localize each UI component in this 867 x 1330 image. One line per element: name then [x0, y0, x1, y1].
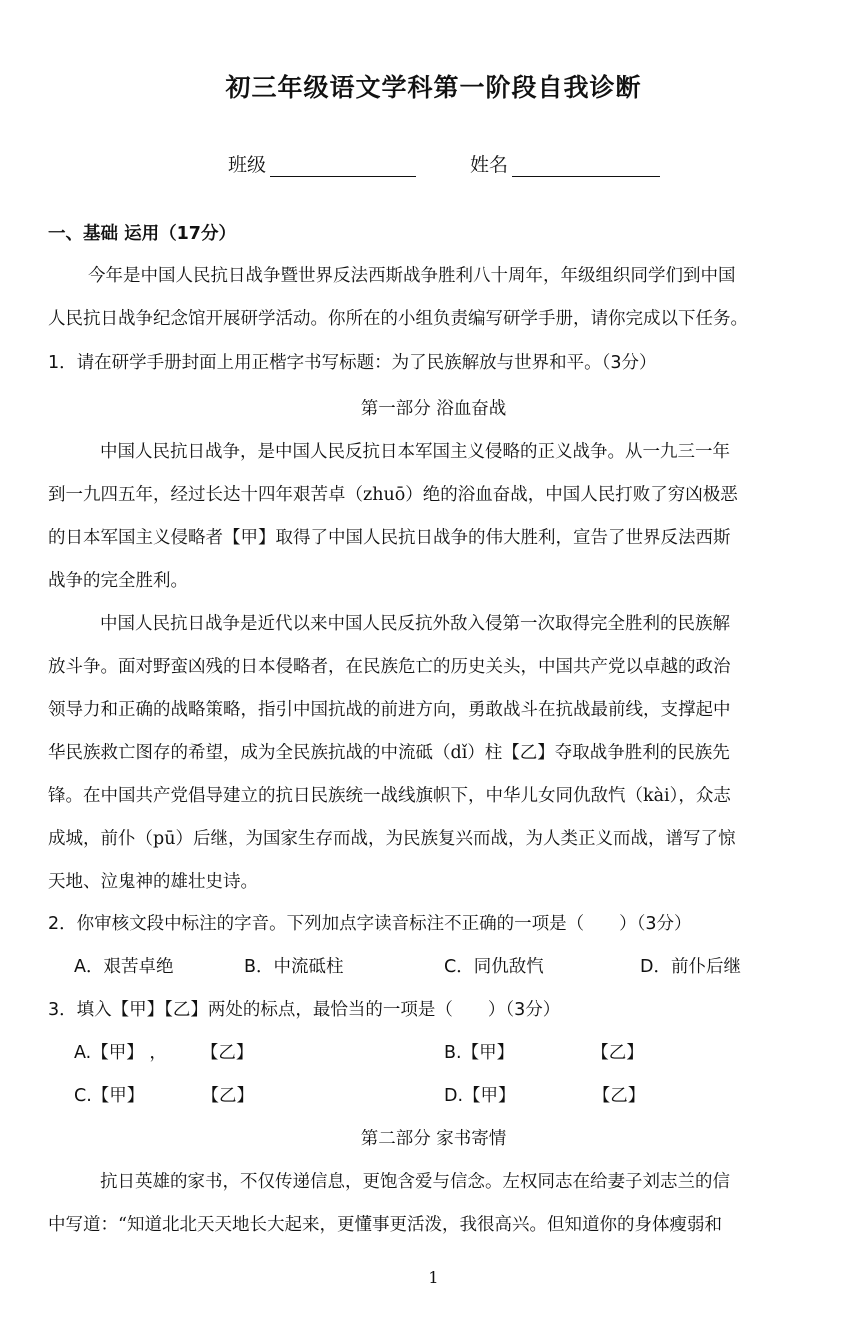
- name-field: [470, 150, 660, 177]
- passage-line: 到一九四五年，经过长达十四年艰苦卓（zhuō）绝的浴血奋战，中国人民打败了穷凶极恶: [48, 485, 738, 505]
- option-label: C.【甲】: [74, 1086, 145, 1106]
- q3-option-a[interactable]: [74, 1039, 253, 1064]
- passage-line: 中写道：“知道北北天天地长大起来，更懂事更活泼，我很高兴。但知道你的身体瘦弱和: [48, 1215, 722, 1235]
- passage-line: 抗日英雄的家书，不仅传递信息，更饱含爱与信念。左权同志在给妻子刘志兰的信: [100, 1172, 730, 1192]
- passage-line: 成城，前仆（pū）后继，为国家生存而战，为民族复兴而战，为人类正义而战，谱写了惊: [48, 829, 736, 849]
- passage-line: 领导力和正确的战略策略，指引中国抗战的前进方向，勇敢战斗在抗战最前线，支撑起中: [48, 700, 731, 720]
- q2-option-a[interactable]: A．艰苦卓绝: [74, 957, 174, 977]
- passage-line: 中国人民抗日战争，是中国人民反抗日本军国主义侵略的正义战争。从一九三一年: [100, 442, 730, 462]
- passage-line: 的日本军国主义侵略者【甲】取得了中国人民抗日战争的伟大胜利，宣告了世界反法西斯: [48, 528, 731, 548]
- mark-1: ，: [149, 1043, 167, 1063]
- option-label: D.【甲】: [444, 1086, 516, 1106]
- passage-line: 放斗争。面对野蛮凶残的日本侵略者，在民族危亡的历史关头，中国共产党以卓越的政治: [48, 657, 731, 677]
- page-number: 1: [428, 1268, 439, 1287]
- option-b-label: 【乙】: [592, 1086, 646, 1106]
- intro-line: 今年是中国人民抗日战争暨世界反法西斯战争胜利八十周年，年级组织同学们到中国: [88, 266, 736, 286]
- q2-option-d[interactable]: D．前仆后继: [640, 957, 741, 977]
- passage-line: 中国人民抗日战争是近代以来中国人民反抗外敌入侵第一次取得完全胜利的民族解: [100, 614, 730, 634]
- q3-option-c[interactable]: [74, 1082, 254, 1107]
- passage-line: 锋。在中国共产党倡导建立的抗日民族统一战线旗帜下，中华儿女同仇敌忾（kài），众志: [48, 786, 731, 806]
- part2-heading: 第二部分 家书寄情: [360, 1129, 507, 1149]
- q3-option-b[interactable]: [444, 1039, 644, 1064]
- name-label: 姓名: [470, 154, 509, 176]
- part1-heading: 第一部分 浴血奋战: [360, 399, 507, 419]
- class-label: 班级: [228, 154, 267, 176]
- option-b-label: 【乙】: [201, 1086, 254, 1106]
- intro-line: 人民抗日战争纪念馆开展研学活动。你所在的小组负责编写研学手册，请你完成以下任务。: [48, 309, 748, 329]
- option-label: B.【甲】: [444, 1043, 515, 1063]
- question-2: 2．你审核文段中标注的字音。下列加点字读音标注不正确的一项是（ ）（3分）: [48, 914, 692, 934]
- section1-heading: 一、基础 运用（17分）: [48, 224, 236, 244]
- passage-line: 天地、泣鬼神的雄壮史诗。: [48, 872, 258, 892]
- question-1: 1．请在研学手册封面上用正楷字书写标题：为了民族解放与世界和平。（3分）: [48, 353, 657, 373]
- class-blank: [270, 154, 416, 177]
- class-field: [228, 150, 416, 177]
- page-title: 初三年级语文学科第一阶段自我诊断: [225, 73, 642, 102]
- q2-option-b[interactable]: B．中流砥柱: [244, 957, 344, 977]
- question-3: 3．填入【甲】【乙】两处的标点，最恰当的一项是（ ）（3分）: [48, 1000, 561, 1020]
- passage-line: 华民族救亡图存的希望，成为全民族抗战的中流砥（dǐ）柱【乙】夺取战争胜利的民族先: [48, 743, 730, 763]
- q3-option-d[interactable]: [444, 1082, 645, 1107]
- option-b-label: 【乙】: [591, 1043, 644, 1063]
- passage-line: 战争的完全胜利。: [48, 571, 188, 591]
- q2-option-c[interactable]: C．同仇敌忾: [444, 957, 544, 977]
- option-label: A.【甲】: [74, 1043, 144, 1063]
- option-b-label: 【乙】: [200, 1043, 254, 1063]
- name-blank: [512, 154, 660, 177]
